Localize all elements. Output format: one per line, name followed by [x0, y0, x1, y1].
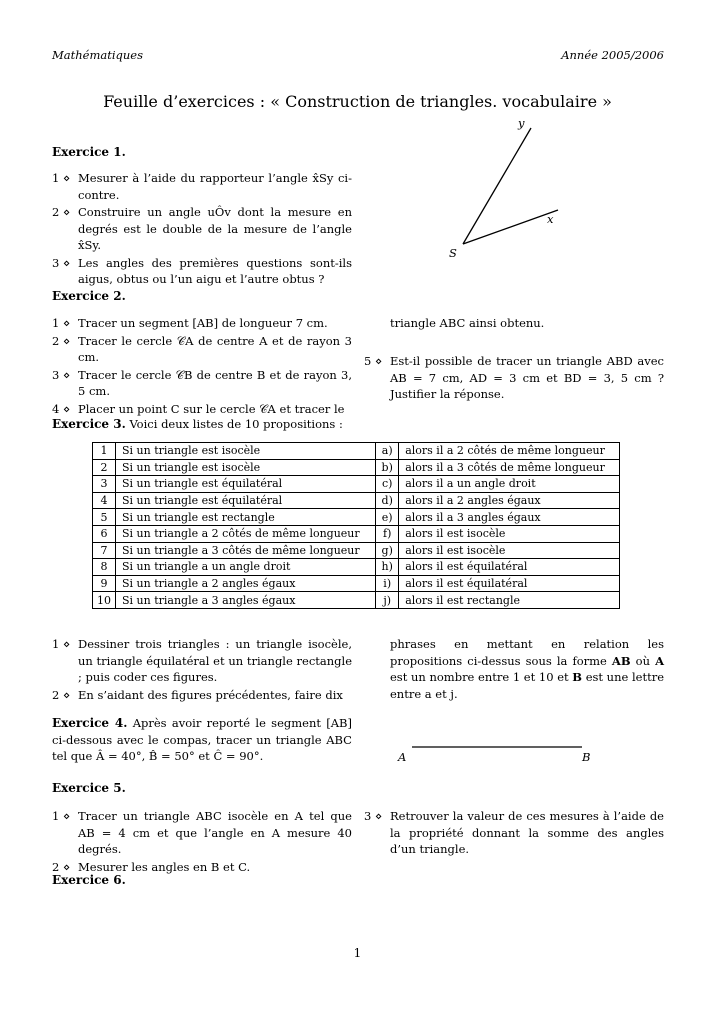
ex2-list-right [364, 353, 664, 403]
table-cell-letter: h) [376, 559, 399, 576]
angle-figure [448, 120, 568, 260]
table-cell-left: Si un triangle est rectangle [116, 509, 376, 526]
table-cell-n: 2 [93, 459, 116, 476]
list-item: 2 ⋄ En s’aidant des figures précédentes, faire dix [52, 687, 343, 702]
propositions-table [92, 442, 620, 609]
page-number: 1 [353, 946, 362, 960]
table-cell-n: 1 [93, 443, 116, 460]
ex3-continuation: phrases en mettant en relation les propositions ci-dessus sous la forme AB où A est un nombre entre 1 et 10 et B est une lettre entre a et j. [390, 637, 664, 701]
table-row [93, 525, 620, 542]
ex3-heading: Exercice 3. [52, 417, 126, 431]
table-cell-letter: b) [376, 459, 399, 476]
table-cell-letter: f) [376, 525, 399, 542]
table-cell-letter: g) [376, 542, 399, 559]
label-x: x [547, 212, 554, 226]
table-row [93, 459, 620, 476]
ex2-list-left [52, 315, 352, 417]
ex3-heading-line [52, 416, 672, 433]
ex2-heading: Exercice 2. [52, 289, 126, 303]
page-title: Feuille d’exercices : « Construction de triangles. vocabulaire » [103, 92, 612, 111]
table-cell-letter: j) [376, 592, 399, 609]
ex6-heading: Exercice 6. [52, 873, 126, 887]
ex2-continuation: triangle ABC ainsi obtenu. [390, 316, 545, 330]
list-item: 2 ⋄ Tracer le cercle 𝒞A de centre A et de rayon 3 cm. [52, 333, 352, 364]
ex3-list-left [52, 636, 352, 703]
table-cell-n: 9 [93, 575, 116, 592]
table-cell-n: 8 [93, 559, 116, 576]
ex5-heading: Exercice 5. [52, 781, 126, 795]
label-b: B [582, 750, 591, 764]
list-item: 5 ⋄ Est-il possible de tracer un triangle ABD avec AB = 7 cm, AD = 3 cm et BD = 3, 5 cm ? Justifier la réponse. [364, 354, 664, 401]
table-cell-n: 10 [93, 592, 116, 609]
ex4-heading: Exercice 4. [52, 716, 128, 730]
segment-ab [410, 745, 610, 749]
table-cell-right: alors il est équilatéral [399, 575, 620, 592]
list-item: 3 ⋄ Retrouver la valeur de ces mesures à l’aide de la propriété donnant la somme des angles d’un triangle. [364, 809, 664, 856]
table-cell-n: 6 [93, 525, 116, 542]
list-item: 1 ⋄ Tracer un triangle ABC isocèle en A tel que AB = 4 cm et que l’angle en A mesure 40 degrés. [52, 809, 352, 856]
table-cell-letter: e) [376, 509, 399, 526]
ex4-block [52, 715, 352, 765]
table-cell-n: 4 [93, 492, 116, 509]
table-cell-left: Si un triangle est équilatéral [116, 476, 376, 493]
label-a: A [398, 750, 407, 764]
table-cell-letter: a) [376, 443, 399, 460]
table-row [93, 443, 620, 460]
table-cell-right: alors il est isocèle [399, 542, 620, 559]
table-cell-right: alors il a 2 côtés de même longueur [399, 443, 620, 460]
table-cell-n: 5 [93, 509, 116, 526]
table-cell-left: Si un triangle a 3 angles égaux [116, 592, 376, 609]
table-row [93, 542, 620, 559]
table-cell-left: Si un triangle est isocèle [116, 459, 376, 476]
table-cell-n: 7 [93, 542, 116, 559]
table-cell-left: Si un triangle est équilatéral [116, 492, 376, 509]
table-cell-right: alors il est équilatéral [399, 559, 620, 576]
list-item: 3 ⋄ Tracer le cercle 𝒞B de centre B et de rayon 3, 5 cm. [52, 367, 352, 398]
table-row [93, 492, 620, 509]
ex3-intro: Voici deux listes de 10 propositions : [129, 417, 343, 431]
list-item: 1 ⋄ Dessiner trois triangles : un triangle isocèle, un triangle équilatéral et un triangle rectangle ; puis coder ces figures. [52, 637, 352, 684]
ex4-text: Après avoir reporté le segment [AB] ci-dessous avec le compas, tracer un triangle ABC tel que Â = 40°, B̂ = 50° et Ĉ = 90°. [52, 716, 352, 763]
table-cell-left: Si un triangle a 2 angles égaux [116, 575, 376, 592]
header-year: Année 2005/2006 [561, 48, 664, 62]
table-cell-right: alors il a 2 angles égaux [399, 492, 620, 509]
table-cell-right: alors il a 3 côtés de même longueur [399, 459, 620, 476]
list-item: 1 ⋄ Tracer un segment [AB] de longueur 7 cm. [52, 316, 328, 330]
table-cell-left: Si un triangle est isocèle [116, 443, 376, 460]
table-cell-left: Si un triangle a 2 côtés de même longueur [116, 525, 376, 542]
table-row [93, 592, 620, 609]
table-row [93, 559, 620, 576]
header-subject: Mathématiques [52, 48, 144, 62]
ex5-list-left [52, 808, 352, 875]
ex5-list-right [364, 808, 664, 858]
table-cell-right: alors il est rectangle [399, 592, 620, 609]
table-cell-letter: c) [376, 476, 399, 493]
list-item: 1 ⋄ Mesurer à l’aide du rapporteur l’angle x̂Sy ci-contre. [52, 171, 352, 202]
ex1-heading: Exercice 1. [52, 145, 126, 159]
table-cell-right: alors il a un angle droit [399, 476, 620, 493]
ray-sx [463, 210, 558, 244]
table-cell-right: alors il a 3 angles égaux [399, 509, 620, 526]
table-cell-right: alors il est isocèle [399, 525, 620, 542]
table-cell-left: Si un triangle a 3 côtés de même longueur [116, 542, 376, 559]
table-row [93, 509, 620, 526]
list-item: 4 ⋄ Placer un point C sur le cercle 𝒞A et tracer le [52, 401, 345, 416]
table-cell-letter: d) [376, 492, 399, 509]
table-cell-left: Si un triangle a un angle droit [116, 559, 376, 576]
list-item: 3 ⋄ Les angles des premières questions sont-ils aigus, obtus ou l’un aigu et l’autre obtus ? [52, 255, 352, 286]
table-cell-letter: i) [376, 575, 399, 592]
label-y: y [518, 116, 525, 130]
list-item: 2 ⋄ Construire un angle uÔv dont la mesure en degrés est le double de la mesure de l’angle x̂Sy. [52, 205, 352, 252]
list-item: 2 ⋄ Mesurer les angles en B et C. [52, 859, 251, 874]
label-s: S [449, 246, 457, 260]
table-cell-n: 3 [93, 476, 116, 493]
ray-sy [463, 128, 531, 244]
table-row [93, 476, 620, 493]
table-row [93, 575, 620, 592]
ex1-list [52, 170, 352, 288]
